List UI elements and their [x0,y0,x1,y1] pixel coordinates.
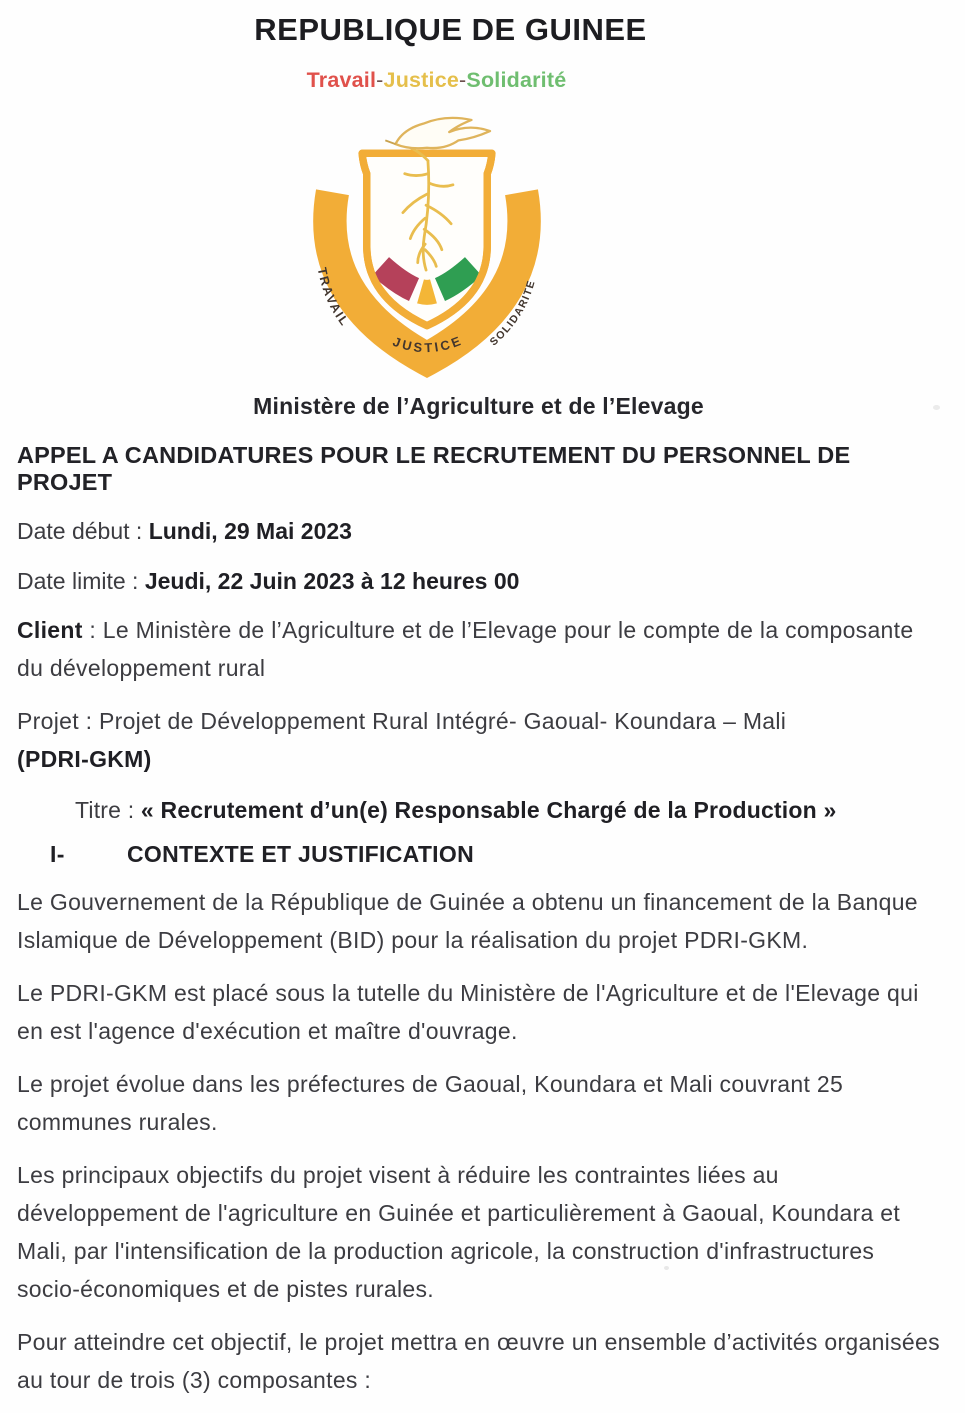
ribbon-word-solidarite: SOLIDARITE [487,278,538,349]
document-title: REPUBLIQUE DE GUINEE [254,12,647,47]
title-value: « Recrutement d’un(e) Responsable Chargé de la Production » [140,797,837,823]
project-label: Projet : [17,708,99,734]
ministry-line: Ministère de l’Agriculture et de l’Elevage [253,393,704,419]
date-start-label: Date début : [17,518,149,544]
body-paragraph: Le projet évolue dans les préfectures de Gaoual, Koundara et Mali couvrant 25 communes rurales. [17,1071,844,1135]
ribbon-word-travail: TRAVAIL [314,266,353,330]
section-heading [50,841,965,868]
date-limit-value: Jeudi, 22 Juin 2023 à 12 heures 00 [144,568,520,594]
client-label: Client [17,617,83,643]
client-paragraph [17,611,940,687]
date-start-line [17,516,945,546]
section-title: CONTEXTE ET JUSTIFICATION [127,841,474,867]
date-start-value: Lundi, 29 Mai 2023 [148,518,352,544]
project-paragraph [17,702,940,778]
date-limit-line [17,566,945,596]
motto [0,68,919,93]
body-paragraph: Le Gouvernement de la République de Guinée a obtenu un financement de la Banque Islamique de Développement (BID) pour la réalisation du projet PDRI-GKM. [17,889,918,953]
motto-solidarite: Solidarité [466,68,567,92]
motto-justice: Justice [383,68,460,92]
coat-of-arms-guinea [302,107,552,385]
project-acronym: (PDRI-GKM) [17,746,152,772]
motto-separator: - [376,68,384,92]
dove-icon [395,118,490,148]
dove-beak-branch [385,140,395,144]
motto-separator: - [459,68,467,92]
title-label: Titre : [75,797,141,823]
coat-of-arms-icon [302,107,552,385]
body-paragraph: Pour atteindre cet objectif, le projet mettra en œuvre un ensemble d’activités organisées au tour de trois (3) composantes : [17,1329,940,1393]
ribbon-word-justice: JUSTICE [390,332,466,356]
project-text: Projet de Développement Rural Intégré- Gaoual- Koundara – Mali [98,708,787,734]
scan-speck [933,405,940,410]
title-line [75,795,945,825]
body-paragraph: Le PDRI-GKM est placé sous la tutelle du Ministère de l'Agriculture et de l'Elevage qui en est l'agence d'exécution et maître d'ouvrage. [17,980,919,1044]
section-number: I- [50,841,65,867]
client-text: : Le Ministère de l’Agriculture et de l’Elevage pour le compte de la composante du développement rural [17,617,914,681]
announcement-heading: APPEL A CANDIDATURES POUR LE RECRUTEMENT DU PERSONNEL DE PROJET [17,442,851,495]
emblem-stripe-yellow [421,291,434,292]
scan-speck [664,1266,669,1270]
motto-travail: Travail [306,68,377,92]
date-limit-label: Date limite : [17,568,145,594]
body-paragraph: Les principaux objectifs du projet visent à réduire les contraintes liées au développement de l'agriculture en Guinée et particulièrement à Gaoual, Koundara et Mali, par l'intensification de la production agricole, la construction d'infrastructures socio-économiques et de pistes rurales. [17,1162,901,1302]
